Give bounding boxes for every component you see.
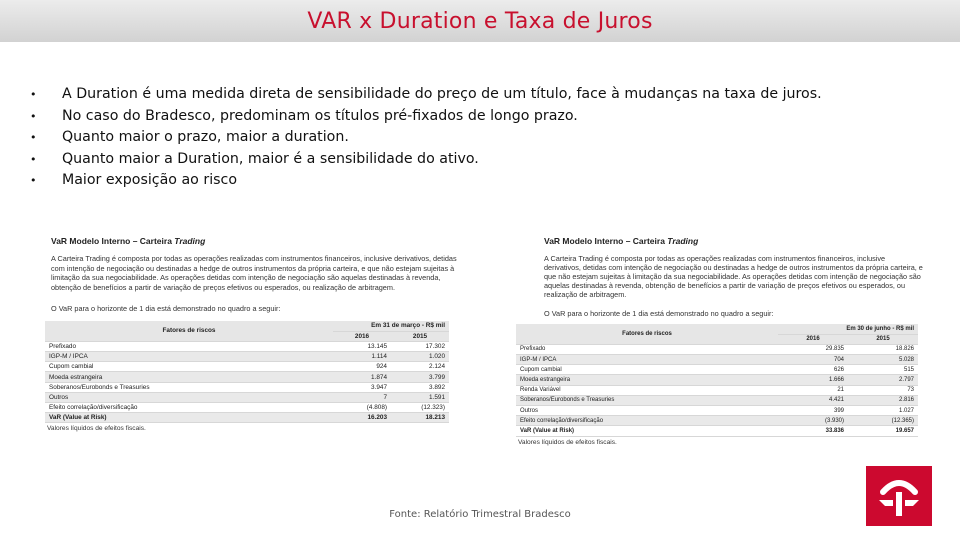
source-caption: Fonte: Relatório Trimestral Bradesco [389,509,571,520]
panel-footnote: Valores líquidos de efeitos fiscais. [47,425,146,433]
row-value: 3.947 [333,382,391,392]
bullet-glyph: • [30,152,37,166]
row-value: 7 [333,392,391,402]
row-value: 1.874 [333,372,391,382]
row-value: (4.808) [333,403,391,413]
bullet-item [28,106,928,128]
row-label: Cupom cambial [45,362,333,372]
bullet-glyph: • [30,174,37,187]
bullet-item [28,127,928,149]
row-value: 19.657 [848,426,918,436]
header-factor: Fatores de riscos [45,321,333,341]
risk-table [516,324,918,437]
row-value: 18.826 [848,344,918,354]
table-row [516,406,918,416]
row-value: 626 [778,365,848,375]
bullet-item [28,84,928,106]
bullet-item [28,149,928,171]
table-row [516,365,918,375]
header-period: Em 31 de março - R$ mil [333,321,449,331]
row-value: 1.591 [391,392,449,402]
table-row [516,395,918,405]
row-value: 2.797 [848,375,918,385]
row-value: 73 [848,385,918,395]
row-value: 1.666 [778,375,848,385]
row-label: Soberanos/Eurobonds e Treasuries [45,382,333,392]
row-value: 5.028 [848,355,918,365]
row-label: Prefixado [516,344,778,354]
row-value: 515 [848,365,918,375]
table-row [516,355,918,365]
table-total-row [45,413,449,423]
table-row [45,362,449,372]
row-label: Prefixado [45,341,333,351]
panel-title [51,236,481,246]
panel-title-main: VaR Modelo Interno – Carteira [51,236,175,246]
header-year: 2015 [848,334,918,344]
row-value: 3.892 [391,382,449,392]
row-label: Outros [516,406,778,416]
title-bar [0,0,960,42]
row-value: 17.302 [391,341,449,351]
bullet-text: Quanto maior o prazo, maior a duration. [62,129,349,145]
panel-title-italic: Trading [667,236,699,246]
bullet-glyph: • [30,109,37,123]
row-label: Soberanos/Eurobonds e Treasuries [516,395,778,405]
row-label: Moeda estrangeira [516,375,778,385]
slide-title: VAR x Duration e Taxa de Juros [307,8,653,34]
table-row [516,375,918,385]
bullet-item [28,170,928,192]
table-header-row [516,324,918,334]
header-year: 2016 [778,334,848,344]
risk-table [45,321,449,423]
row-value: 33.836 [778,426,848,436]
row-value: 399 [778,406,848,416]
table-row [45,341,449,351]
table-total-row [516,426,918,436]
table-row [516,344,918,354]
panel-title [544,236,931,246]
panel-footnote: Valores líquidos de efeitos fiscais. [518,438,617,446]
row-value: (3.930) [778,416,848,426]
var-table-march-panel [25,233,481,474]
panel-intro: O VaR para o horizonte de 1 dia está demonstrado no quadro a seguir: [544,309,774,318]
row-value: (12.323) [391,403,449,413]
row-label: Efeito correlação/diversificação [45,403,333,413]
table-header-row [45,321,449,331]
row-label: IGP-M / IPCA [516,355,778,365]
table-row [516,416,918,426]
row-value: 1.027 [848,406,918,416]
row-label: Cupom cambial [516,365,778,375]
bullet-glyph: • [30,131,37,144]
panel-title-main: VaR Modelo Interno – Carteira [544,236,668,246]
row-value: 21 [778,385,848,395]
header-factor: Fatores de riscos [516,324,778,344]
row-label: VaR (Value at Risk) [45,413,333,423]
bullet-list [28,84,928,192]
bullet-text: Quanto maior a Duration, maior é a sensibilidade do ativo. [62,150,479,167]
row-label: VaR (Value at Risk) [516,426,778,436]
header-year: 2015 [391,331,449,341]
row-label: Efeito correlação/diversificação [516,416,778,426]
row-value: 16.203 [333,413,391,423]
panel-title-italic: Trading [174,236,206,246]
row-value: 2.816 [848,395,918,405]
table-row [516,385,918,395]
row-label: Moeda estrangeira [45,372,333,382]
row-value: 1.114 [333,352,391,362]
row-value: 1.020 [391,352,449,362]
row-value: 4.421 [778,395,848,405]
row-value: 18.213 [391,413,449,423]
panel-paragraph: A Carteira Trading é composta por todas as operações realizadas com instrumentos financeiros, inclusive derivativos, detidas com intenção de negociação ou destinadas a hedge de outros instrumentos da própria carteira, e que não estejam sujeitas à limitação da sua negociabilidade. As operações detidas com intenção de negociação são aquelas destinadas à revenda, obtenção de benefícios a partir de variação de preços efetivos ou esperados, ou realização de arbitragem. [51,254,457,292]
row-value: 29.835 [778,344,848,354]
bradesco-logo-icon [866,466,932,526]
table-row [45,352,449,362]
bullet-text: Maior exposição ao risco [62,172,238,188]
bradesco-logo-icon [873,472,925,520]
row-value: 2.124 [391,362,449,372]
row-label: IGP-M / IPCA [45,352,333,362]
panel-paragraph: A Carteira Trading é composta por todas as operações realizadas com instrumentos financeiros, inclusive derivativos, detidas com intenção de negociação ou destinadas a hedge de outros instrumentos da própria carteira, e que não estejam sujeitas à limitação da sua negociabilidade. As operações detidas com intenção de negociação são aquelas destinadas à revenda, obtenção de benefícios a partir de variação de preços efetivos ou esperados, ou realização de arbitragem. [544,254,923,299]
bullet-text: No caso do Bradesco, predominam os títulos pré-fixados de longo prazo. [62,107,578,124]
panel-intro: O VaR para o horizonte de 1 dia está demonstrado no quadro a seguir: [51,304,281,313]
table-row [45,392,449,402]
row-value: 3.799 [391,372,449,382]
header-year: 2016 [333,331,391,341]
table-row [45,372,449,382]
row-value: 704 [778,355,848,365]
row-label: Renda Variável [516,385,778,395]
table-row [45,403,449,413]
table-row [45,382,449,392]
row-value: (12.365) [848,416,918,426]
row-value: 13.145 [333,341,391,351]
bullet-glyph: • [30,88,37,101]
row-value: 924 [333,362,391,372]
var-table-june-panel [506,233,931,461]
row-label: Outros [45,392,333,402]
bullet-text: A Duration é uma medida direta de sensibilidade do preço de um título, face à mudanças na taxa de juros. [62,86,822,102]
header-period: Em 30 de junho - R$ mil [778,324,918,334]
